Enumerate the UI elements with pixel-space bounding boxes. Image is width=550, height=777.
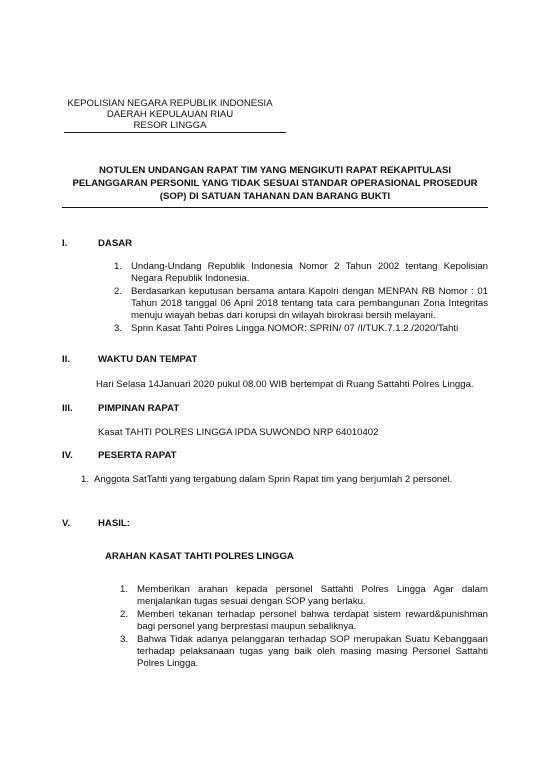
peserta-item-text: Anggota SatTahti yang tergabung dalam Sprin Rapat tim yang berjumlah 2 personel. bbox=[94, 474, 453, 485]
section-5-heading: HASIL: bbox=[98, 518, 130, 529]
header-line-2: DAERAH KEPULAUAN RIAU bbox=[106, 109, 234, 120]
list-item: 2. Berdasarkan keputusan bersama antara Kapolri dengan MENPAN RB Nomor : 01 Tahun 2018 tanggal 06 April 2018 tentang tata cara pembangunan Zona Integritas menuju wiayah bebas dari korupsi dn wilayah birokrasi bersih melayani. bbox=[114, 286, 488, 321]
title-underline bbox=[62, 207, 488, 208]
section-4-number: IV. bbox=[62, 450, 73, 461]
list-item: 2. Memberi tekanan terhadap personel bahwa terdapat sistem reward&punishman bagi personel yang berprestasi maupun sebaliknya. bbox=[120, 609, 488, 632]
list-item: 3. Sprin Kasat Tahti Polres Lingga NOMOR: SPRIN/ 07 /I/TUK.7.1.2./2020/Tahti bbox=[114, 323, 459, 334]
pimpinan-text: Kasat TAHTI POLRES LINGGA IPDA SUWONDO NRP 64010402 bbox=[98, 427, 379, 438]
section-5-number: V. bbox=[62, 518, 71, 529]
section-4-heading: PESERTA RAPAT bbox=[98, 450, 177, 461]
section-3-number: III. bbox=[62, 403, 73, 414]
list-item: 1. Memberikan arahan kepada personel Sattahti Polres Lingga Agar dalam menjalankan tugas sesuai dengan SOP yang berlaku. bbox=[120, 584, 488, 607]
header-line-3: RESOR LINGGA bbox=[133, 120, 207, 131]
hasil-list bbox=[120, 584, 488, 670]
section-1-number: I. bbox=[62, 238, 68, 249]
section-1-heading: DASAR bbox=[98, 238, 133, 249]
section-3-heading: PIMPINAN RAPAT bbox=[98, 403, 180, 414]
section-2-number: II. bbox=[62, 354, 70, 365]
peserta-item-number: 1. bbox=[81, 474, 90, 485]
section-2-heading: WAKTU DAN TEMPAT bbox=[98, 354, 198, 365]
header-line-1: KEPOLISIAN NEGARA REPUBLIK INDONESIA bbox=[67, 98, 273, 109]
dasar-list bbox=[114, 261, 488, 335]
list-item: 1. Undang-Undang Republik Indonesia Nomor 2 Tahun 2002 tentang Kepolisian Negara Republik Indonesia. bbox=[114, 261, 488, 284]
waktu-text: Hari Selasa 14Januari 2020 pukul 08.00 WIB bertempat di Ruang Sattahti Polres Lingga. bbox=[96, 379, 474, 390]
document-title: NOTULEN UNDANGAN RAPAT TIM YANG MENGIKUTI RAPAT REKAPITULASI PELANGGARAN PERSONIL YANG TIDAK SESUAI STANDAR OPERASIONAL PROSEDUR (SOP) DI SATUAN TAHANAN DAN BARANG BUKTI bbox=[72, 165, 478, 202]
hasil-subheading: ARAHAN KASAT TAHTI POLRES LINGGA bbox=[105, 551, 294, 562]
header-underline bbox=[64, 132, 286, 133]
list-item: 3. Bahwa Tidak adanya pelanggaran terhadap SOP merupakan Suatu Kebanggaan terhadap pelaksanaan tugas yang baik oleh masing masing Personel Sattahti Polres Lingga. bbox=[120, 634, 488, 669]
